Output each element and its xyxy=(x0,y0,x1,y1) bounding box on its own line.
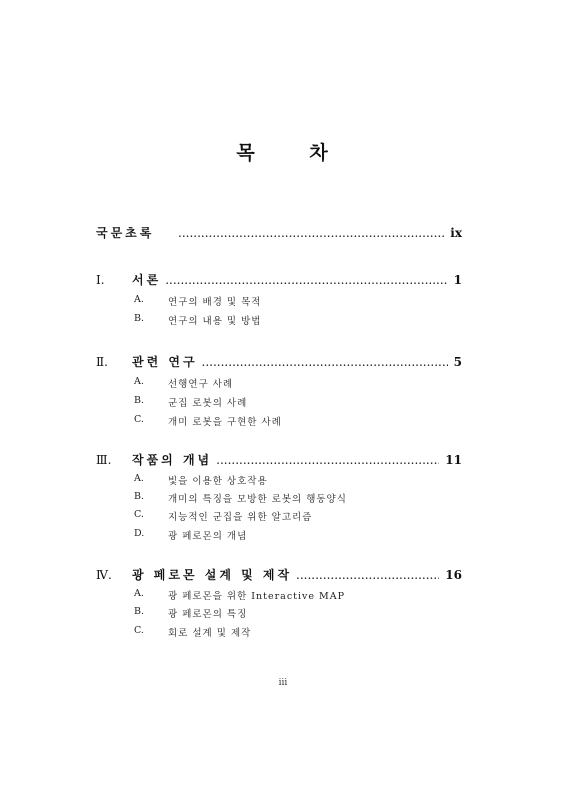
subentry-text: 광 페로몬의 개념 xyxy=(168,531,248,542)
subentry-letter: C. xyxy=(134,509,144,520)
toc-entry-chapter-4[interactable] xyxy=(96,566,462,584)
subentry-letter: A. xyxy=(134,473,144,484)
subentry-text: 광 페로몬의 특징 xyxy=(168,609,248,620)
subentry-text: 회로 설계 및 제작 xyxy=(168,628,252,639)
subentry-text: 개미 로봇을 구현한 사례 xyxy=(168,417,282,428)
subentry-letter: B. xyxy=(134,395,145,406)
page-number-footer: iii xyxy=(278,678,288,688)
toc-label: 광 페로몬 설계 및 제작 xyxy=(132,568,293,582)
subentry-letter: A. xyxy=(134,376,144,387)
toc-subentry[interactable] xyxy=(134,376,233,390)
chapter-number: Ⅱ. xyxy=(96,355,108,369)
toc-subentry[interactable] xyxy=(134,528,247,542)
subentry-letter: A. xyxy=(134,588,144,599)
toc-page-number: 11 xyxy=(445,453,462,467)
subentry-text: 개미의 특징을 모방한 로봇의 행동양식 xyxy=(168,494,347,505)
toc-subentry[interactable] xyxy=(134,294,261,308)
toc-page-number: 1 xyxy=(453,273,462,287)
toc-entry-chapter-1[interactable] xyxy=(96,271,462,289)
toc-leader-dots xyxy=(178,226,444,240)
subentry-letter: B. xyxy=(134,491,145,502)
title-left: 목 xyxy=(236,142,257,164)
subentry-letter: C. xyxy=(134,625,144,636)
subentry-text: 연구의 배경 및 목적 xyxy=(168,297,262,308)
toc-leader-dots xyxy=(165,273,447,287)
toc-subentry[interactable] xyxy=(134,491,347,505)
subentry-text: 연구의 내용 및 방법 xyxy=(168,316,262,327)
subentry-letter: A. xyxy=(134,294,144,305)
chapter-number: Ⅳ. xyxy=(96,568,112,582)
toc-page-number: ix xyxy=(450,226,462,240)
subentry-letter: B. xyxy=(134,313,145,324)
chapter-number: Ⅰ. xyxy=(96,273,105,287)
toc-subentry[interactable] xyxy=(134,313,261,327)
subentry-text: 선행연구 사례 xyxy=(168,379,234,390)
toc-label: 국문초록 xyxy=(96,226,155,240)
toc-subentry[interactable] xyxy=(134,625,251,639)
subentry-letter: C. xyxy=(134,414,144,425)
page-title xyxy=(0,138,566,165)
toc-leader-dots xyxy=(202,355,448,369)
toc-leader-dots xyxy=(296,568,439,582)
toc-subentry[interactable] xyxy=(134,606,247,620)
chapter-number: Ⅲ. xyxy=(96,453,112,467)
toc-label: 작품의 개념 xyxy=(132,453,213,467)
subentry-letter: D. xyxy=(134,528,145,539)
toc-page-number: 5 xyxy=(453,355,462,369)
toc-subentry[interactable] xyxy=(134,414,282,428)
subentry-text: 지능적인 군집을 위한 알고리즘 xyxy=(168,512,313,523)
toc-subentry[interactable] xyxy=(134,588,345,602)
subentry-letter: B. xyxy=(134,606,145,617)
toc-subentry[interactable] xyxy=(134,509,312,523)
toc-label: 서론 xyxy=(132,273,162,287)
toc-subentry[interactable] xyxy=(134,395,247,409)
title-right: 차 xyxy=(309,142,330,164)
toc-page-number: 16 xyxy=(445,568,462,582)
toc-entry-chapter-2[interactable] xyxy=(96,353,462,371)
toc-entry-abstract[interactable] xyxy=(96,224,462,242)
toc-entry-chapter-3[interactable] xyxy=(96,451,462,469)
toc-subentry[interactable] xyxy=(134,473,268,487)
toc-leader-dots xyxy=(216,453,439,467)
subentry-text: 군집 로봇의 사례 xyxy=(168,398,248,409)
subentry-text: 빛을 이용한 상호작용 xyxy=(168,476,268,487)
subentry-text: 광 페로몬을 위한 Interactive MAP xyxy=(168,591,345,602)
toc-label: 관련 연구 xyxy=(132,355,198,369)
